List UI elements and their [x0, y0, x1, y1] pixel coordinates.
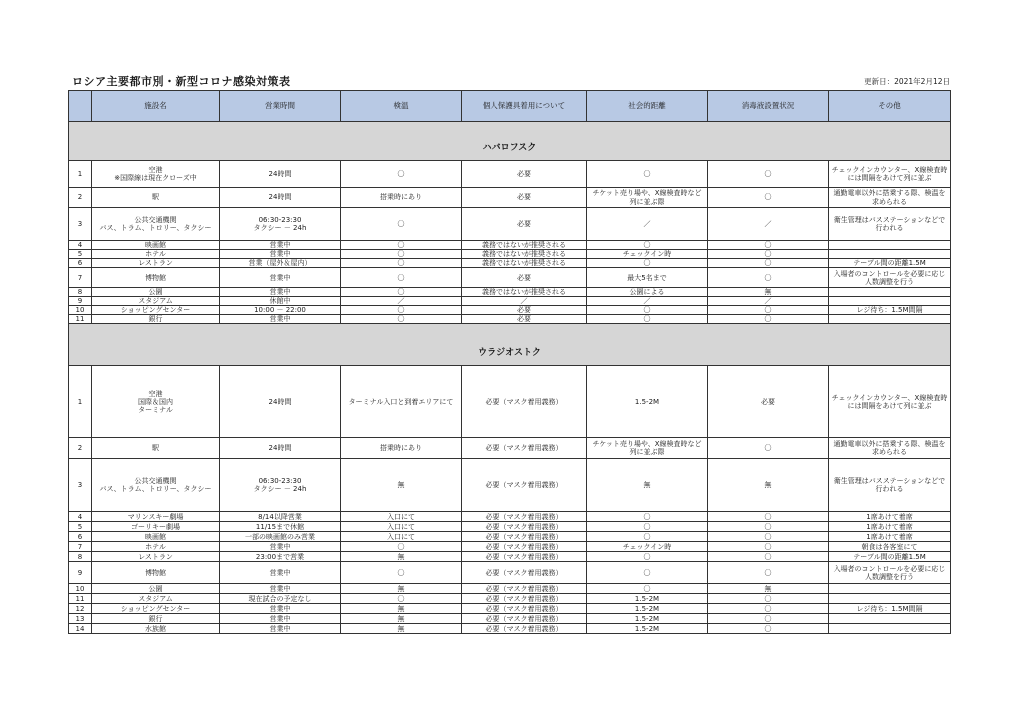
table-cell: ホテル — [92, 250, 220, 259]
table-cell: レストラン — [92, 552, 220, 562]
table-cell: 無 — [708, 459, 829, 512]
table-cell — [829, 584, 951, 594]
table-cell: 〇 — [708, 532, 829, 542]
header-cell: 個人保護具着用について — [462, 91, 587, 122]
table-cell: 1 — [69, 366, 92, 438]
table-cell: 〇 — [341, 241, 462, 250]
table-cell: 〇 — [341, 161, 462, 188]
table-cell: ショッピングセンター — [92, 306, 220, 315]
table-cell: 営業中 — [220, 542, 341, 552]
table-cell: 〇 — [587, 532, 708, 542]
table-cell: チェックイン時 — [587, 250, 708, 259]
table-cell: 4 — [69, 241, 92, 250]
table-cell: 〇 — [708, 250, 829, 259]
table-row — [69, 306, 951, 315]
table-cell: 9 — [69, 297, 92, 306]
table-header — [69, 91, 951, 122]
table-row — [69, 315, 951, 324]
table-cell: 義務ではないが推奨される — [462, 241, 587, 250]
table-cell: 入口にて — [341, 522, 462, 532]
table-row — [69, 522, 951, 532]
table-cell: 〇 — [587, 315, 708, 324]
table-cell: 空港 国際＆国内 ターミナル — [92, 366, 220, 438]
table-cell: 〇 — [708, 315, 829, 324]
table-cell: 入場者のコントロールを必要に応じ人数調整を行う — [829, 562, 951, 584]
table-cell: スタジアム — [92, 297, 220, 306]
table-cell: 1.5-2M — [587, 366, 708, 438]
table-cell: 8/14以降営業 — [220, 512, 341, 522]
table-cell: 営業中 — [220, 268, 341, 288]
table-cell: 1席あけて着席 — [829, 522, 951, 532]
section-spacer — [69, 324, 951, 342]
header-cell: 社会的距離 — [587, 91, 708, 122]
table-cell: 朝食は各客室にて — [829, 542, 951, 552]
table-cell: 1 — [69, 161, 92, 188]
table-cell: 〇 — [708, 562, 829, 584]
table-row — [69, 624, 951, 634]
table-cell: 営業中 — [220, 614, 341, 624]
header-cell: 消毒液設置状況 — [708, 91, 829, 122]
table-cell: 必要 — [462, 268, 587, 288]
table-cell: 必要（マスク着用義務） — [462, 522, 587, 532]
table-row — [69, 438, 951, 459]
table-cell: 24時間 — [220, 366, 341, 438]
table-cell: 8 — [69, 288, 92, 297]
table-cell: チケット売り場や、X線検査時など列に並ぶ際 — [587, 188, 708, 208]
table-cell: 必要（マスク着用義務） — [462, 438, 587, 459]
table-cell: 〇 — [587, 161, 708, 188]
table-cell: 公共交通機関 バス、トラム、トロリー、タクシー — [92, 208, 220, 241]
table-cell: 博物館 — [92, 562, 220, 584]
table-cell: 必要（マスク着用義務） — [462, 594, 587, 604]
table-cell: 映画館 — [92, 532, 220, 542]
table-cell: 〇 — [708, 268, 829, 288]
table-cell: 5 — [69, 250, 92, 259]
table-cell — [829, 315, 951, 324]
table-row — [69, 604, 951, 614]
table-cell: 必要 — [462, 188, 587, 208]
table-cell: 無 — [341, 624, 462, 634]
table-cell: チェックインカウンター、X線検査時には間隔をあけて列に並ぶ — [829, 161, 951, 188]
table-cell: 〇 — [708, 512, 829, 522]
table-cell: 6 — [69, 259, 92, 268]
table-cell: 営業（屋外＆屋内） — [220, 259, 341, 268]
table-cell: 8 — [69, 552, 92, 562]
table-cell: 無 — [341, 614, 462, 624]
table-row — [69, 366, 951, 438]
table-cell: 無 — [341, 552, 462, 562]
table-cell: 〇 — [341, 542, 462, 552]
table-cell: 一部の映画館のみ営業 — [220, 532, 341, 542]
table-cell: 〇 — [708, 624, 829, 634]
table-cell: 〇 — [708, 522, 829, 532]
table-cell: 営業中 — [220, 624, 341, 634]
table-cell — [829, 288, 951, 297]
table-cell: 〇 — [341, 208, 462, 241]
table-cell: ／ — [708, 208, 829, 241]
table-cell: 無 — [341, 604, 462, 614]
table-cell: 1.5-2M — [587, 604, 708, 614]
table-cell: 〇 — [587, 584, 708, 594]
table-row — [69, 250, 951, 259]
table-cell: 06:30-23:30 タクシー － 24h — [220, 459, 341, 512]
header-cell: 施設名 — [92, 91, 220, 122]
table-cell: 〇 — [708, 241, 829, 250]
table-cell: 7 — [69, 542, 92, 552]
table-cell: 駅 — [92, 438, 220, 459]
table-row — [69, 552, 951, 562]
table-cell: 入口にて — [341, 512, 462, 522]
table-cell: 必要（マスク着用義務） — [462, 562, 587, 584]
table-cell: チェックイン時 — [587, 542, 708, 552]
table-cell: 〇 — [341, 594, 462, 604]
table-cell: 必要 — [462, 208, 587, 241]
table-cell: 〇 — [708, 594, 829, 604]
table-cell — [829, 241, 951, 250]
table-cell: 2 — [69, 438, 92, 459]
table-cell: 1.5-2M — [587, 614, 708, 624]
table-cell: 搭乗時にあり — [341, 188, 462, 208]
section-spacer — [69, 122, 951, 137]
table-cell: 〇 — [587, 259, 708, 268]
table-cell: レストラン — [92, 259, 220, 268]
document-title: ロシア主要都市別・新型コロナ感染対策表 — [72, 75, 291, 88]
table-cell: 水族館 — [92, 624, 220, 634]
table-row — [69, 188, 951, 208]
table-row — [69, 584, 951, 594]
table-cell — [829, 250, 951, 259]
table-cell: 〇 — [341, 250, 462, 259]
table-row — [69, 542, 951, 552]
table-cell — [829, 594, 951, 604]
table-cell: 必要（マスク着用義務） — [462, 552, 587, 562]
table-row — [69, 259, 951, 268]
table-cell: ／ — [341, 297, 462, 306]
table-cell: 13 — [69, 614, 92, 624]
table-cell: テーブル間の距離1.5M — [829, 552, 951, 562]
table-cell: 3 — [69, 459, 92, 512]
updated-date: 更新日：2021年2月12日 — [864, 77, 950, 86]
table-cell: 入口にて — [341, 532, 462, 542]
section-spacer-cell — [69, 122, 951, 137]
table-cell: ホテル — [92, 542, 220, 552]
table-cell: 〇 — [708, 161, 829, 188]
table-cell: 3 — [69, 208, 92, 241]
header-cell — [69, 91, 92, 122]
table-cell: 4 — [69, 512, 92, 522]
table-cell: 現在試合の予定なし — [220, 594, 341, 604]
table-cell: 必要（マスク着用義務） — [462, 459, 587, 512]
table-cell: ショッピングセンター — [92, 604, 220, 614]
table-cell: 博物館 — [92, 268, 220, 288]
table-cell: 〇 — [587, 512, 708, 522]
table-cell: チケット売り場や、X線検査時など列に並ぶ際 — [587, 438, 708, 459]
table-cell: 無 — [341, 459, 462, 512]
section-title: ウラジオストク — [69, 342, 951, 366]
table-cell: ゴーリキー劇場 — [92, 522, 220, 532]
table-cell: 衛生管理はバスステーションなどで行われる — [829, 459, 951, 512]
table-cell: 営業中 — [220, 241, 341, 250]
table-row — [69, 459, 951, 512]
table-cell: 必要 — [708, 366, 829, 438]
table-cell: 10 — [69, 306, 92, 315]
table-cell — [829, 614, 951, 624]
table-cell: ターミナル入口と到着エリアにて — [341, 366, 462, 438]
table-cell: 必要（マスク着用義務） — [462, 584, 587, 594]
table-cell: 〇 — [708, 188, 829, 208]
table-row — [69, 241, 951, 250]
table-cell: 〇 — [587, 306, 708, 315]
table-row — [69, 161, 951, 188]
table-cell: 〇 — [341, 268, 462, 288]
section-header-row — [69, 342, 951, 366]
measures-table — [68, 90, 951, 634]
table-cell: 〇 — [341, 315, 462, 324]
table-cell: 必要（マスク着用義務） — [462, 614, 587, 624]
table-cell: 11/15まで休館 — [220, 522, 341, 532]
table-cell: 11 — [69, 315, 92, 324]
table-cell: 必要（マスク着用義務） — [462, 604, 587, 614]
table-cell: 5 — [69, 522, 92, 532]
table-row — [69, 208, 951, 241]
table-cell: 10:00 － 22:00 — [220, 306, 341, 315]
table-cell: 空港 ※国際線は現在クローズ中 — [92, 161, 220, 188]
table-cell: 公園による — [587, 288, 708, 297]
table-cell: 7 — [69, 268, 92, 288]
table-cell: 〇 — [708, 552, 829, 562]
header-cell: 営業時間 — [220, 91, 341, 122]
table-cell: 〇 — [587, 522, 708, 532]
table-cell: 通勤電車以外に搭乗する際、検温を求められる — [829, 188, 951, 208]
table-cell: 〇 — [341, 288, 462, 297]
table-cell: 〇 — [341, 306, 462, 315]
table-cell: 無 — [708, 288, 829, 297]
table-cell: 〇 — [708, 542, 829, 552]
table-cell: 営業中 — [220, 604, 341, 614]
table-cell: 〇 — [708, 604, 829, 614]
table-cell: 通勤電車以外に搭乗する際、検温を求められる — [829, 438, 951, 459]
table-cell: 12 — [69, 604, 92, 614]
table-cell: 2 — [69, 188, 92, 208]
table-cell: 休館中 — [220, 297, 341, 306]
table-cell: 必要（マスク着用義務） — [462, 542, 587, 552]
section-header-row — [69, 137, 951, 161]
table-cell: 24時間 — [220, 438, 341, 459]
table-cell: 入場者のコントロールを必要に応じ人数調整を行う — [829, 268, 951, 288]
table-row — [69, 614, 951, 624]
table-row — [69, 594, 951, 604]
table-cell: 必要 — [462, 306, 587, 315]
table-cell: 営業中 — [220, 315, 341, 324]
table-cell: ／ — [708, 297, 829, 306]
table-cell: 営業中 — [220, 250, 341, 259]
table-cell: 必要（マスク着用義務） — [462, 532, 587, 542]
header-cell: その他 — [829, 91, 951, 122]
table-row — [69, 512, 951, 522]
table-cell: マリンスキー劇場 — [92, 512, 220, 522]
table-cell: 〇 — [587, 241, 708, 250]
table-cell: 1席あけて着席 — [829, 532, 951, 542]
table-cell: 無 — [708, 584, 829, 594]
header-cell: 検温 — [341, 91, 462, 122]
table-body — [69, 122, 951, 634]
table-cell: 〇 — [708, 259, 829, 268]
table-row — [69, 532, 951, 542]
table-cell: チェックインカウンター、X線検査時には間隔をあけて列に並ぶ — [829, 366, 951, 438]
table-cell: 必要 — [462, 161, 587, 188]
table-cell: 1.5-2M — [587, 594, 708, 604]
table-cell: 営業中 — [220, 584, 341, 594]
table-row — [69, 288, 951, 297]
table-cell: 9 — [69, 562, 92, 584]
table-cell: 公園 — [92, 288, 220, 297]
table-cell: 1.5-2M — [587, 624, 708, 634]
table-cell: 公共交通機関 バス、トラム、トロリー、タクシー — [92, 459, 220, 512]
table-cell: レジ待ち：1.5M間隔 — [829, 604, 951, 614]
table-cell: 10 — [69, 584, 92, 594]
section-title: ハバロフスク — [69, 137, 951, 161]
table-cell: 23:00まで営業 — [220, 552, 341, 562]
table-cell: 24時間 — [220, 161, 341, 188]
table-cell: 営業中 — [220, 562, 341, 584]
table-cell — [829, 297, 951, 306]
table-cell: 必要 — [462, 315, 587, 324]
table-cell: 搭乗時にあり — [341, 438, 462, 459]
table-cell: 〇 — [341, 562, 462, 584]
table-cell: 6 — [69, 532, 92, 542]
table-cell: 映画館 — [92, 241, 220, 250]
table-cell: 06:30-23:30 タクシー － 24h — [220, 208, 341, 241]
table-cell: 公園 — [92, 584, 220, 594]
table-cell: 必要（マスク着用義務） — [462, 366, 587, 438]
table-cell: 義務ではないが推奨される — [462, 288, 587, 297]
table-cell: 義務ではないが推奨される — [462, 259, 587, 268]
table-cell: 駅 — [92, 188, 220, 208]
table-cell: 〇 — [587, 562, 708, 584]
table-cell: 無 — [341, 584, 462, 594]
table-cell: 義務ではないが推奨される — [462, 250, 587, 259]
table-cell — [829, 624, 951, 634]
table-cell: 衛生管理はバスステーションなどで行われる — [829, 208, 951, 241]
table-cell: ／ — [587, 208, 708, 241]
table-cell: スタジアム — [92, 594, 220, 604]
table-cell: テーブル間の距離1.5M — [829, 259, 951, 268]
table-cell: 銀行 — [92, 614, 220, 624]
table-row — [69, 562, 951, 584]
table-cell: 11 — [69, 594, 92, 604]
table-cell: ／ — [587, 297, 708, 306]
table-cell: 最大5名まで — [587, 268, 708, 288]
table-cell: 〇 — [708, 306, 829, 315]
table-cell: ／ — [462, 297, 587, 306]
table-cell: レジ待ち：1.5M間隔 — [829, 306, 951, 315]
table-row — [69, 297, 951, 306]
section-spacer-cell — [69, 324, 951, 342]
table-cell: 24時間 — [220, 188, 341, 208]
table-row — [69, 268, 951, 288]
table-cell: 14 — [69, 624, 92, 634]
table-cell: 〇 — [708, 438, 829, 459]
table-cell: 必要（マスク着用義務） — [462, 624, 587, 634]
table-cell: 〇 — [587, 552, 708, 562]
table-cell: 銀行 — [92, 315, 220, 324]
table-cell: 必要（マスク着用義務） — [462, 512, 587, 522]
table-cell: 営業中 — [220, 288, 341, 297]
table-cell: 1席あけて着席 — [829, 512, 951, 522]
table-cell: 無 — [587, 459, 708, 512]
table-cell: 〇 — [341, 259, 462, 268]
table-cell: 〇 — [708, 614, 829, 624]
